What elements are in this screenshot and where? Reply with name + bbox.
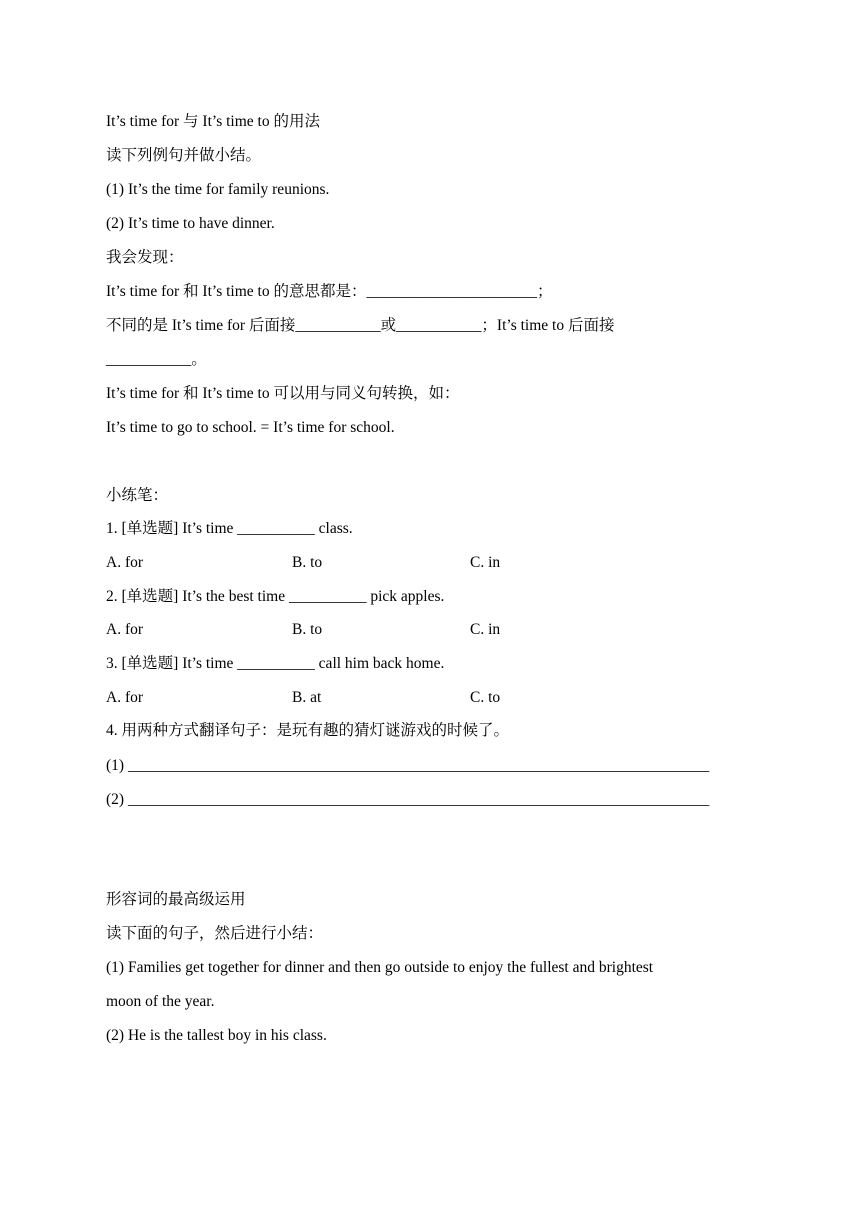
superlative-example-2: (2) He is the tallest boy in his class. <box>106 1027 327 1044</box>
q2-option-c: C. in <box>470 621 501 638</box>
finding-difference-blank: 不同的是 It’s time for 后面接___________或___________；It’s time to 后面接 <box>106 317 615 334</box>
q1-option-c: C. in <box>470 554 501 571</box>
transform-example: It’s time to go to school. = It’s time for school. <box>106 419 395 436</box>
transform-note: It’s time for 和 It’s time to 可以用与同义句转换，如： <box>106 385 460 402</box>
section-title-time-for-to: It’s time for 与 It’s time to 的用法 <box>106 113 320 130</box>
superlative-example-1-continued: moon of the year. <box>106 993 215 1010</box>
practice-heading: 小练笔： <box>106 487 169 504</box>
question-1: 1. [单选题] It’s time __________ class. <box>106 520 353 537</box>
question-2: 2. [单选题] It’s the best time __________ pick apples. <box>106 588 445 605</box>
translation-blank-2: (2) ___________________________________________________________________________ <box>106 791 710 808</box>
example-sentence-2: (2) It’s time to have dinner. <box>106 215 275 232</box>
superlative-instruction: 读下面的句子，然后进行小结： <box>106 925 324 942</box>
translation-blank-1: (1) ___________________________________________________________________________ <box>106 757 710 774</box>
finding-meaning-blank: It’s time for 和 It’s time to 的意思都是：______________________； <box>106 283 553 300</box>
example-sentence-1: (1) It’s the time for family reunions. <box>106 181 330 198</box>
q2-option-b: B. to <box>292 621 323 638</box>
section-title-superlative: 形容词的最高级运用 <box>106 891 246 908</box>
q2-option-a: A. for <box>106 621 144 638</box>
question-3: 3. [单选题] It’s time __________ call him back home. <box>106 655 445 672</box>
q1-option-b: B. to <box>292 554 323 571</box>
discover-label: 我会发现： <box>106 249 184 266</box>
q3-option-b: B. at <box>292 689 322 706</box>
finding-difference-blank-continued: ___________。 <box>106 351 207 368</box>
superlative-example-1: (1) Families get together for dinner and then go outside to enjoy the fullest and brightest <box>106 959 654 976</box>
instruction-text: 读下列例句并做小结。 <box>106 147 262 164</box>
question-4: 4. 用两种方式翻译句子：是玩有趣的猜灯谜游戏的时候了。 <box>106 722 510 739</box>
q1-option-a: A. for <box>106 554 144 571</box>
q3-option-c: C. to <box>470 689 501 706</box>
q3-option-a: A. for <box>106 689 144 706</box>
